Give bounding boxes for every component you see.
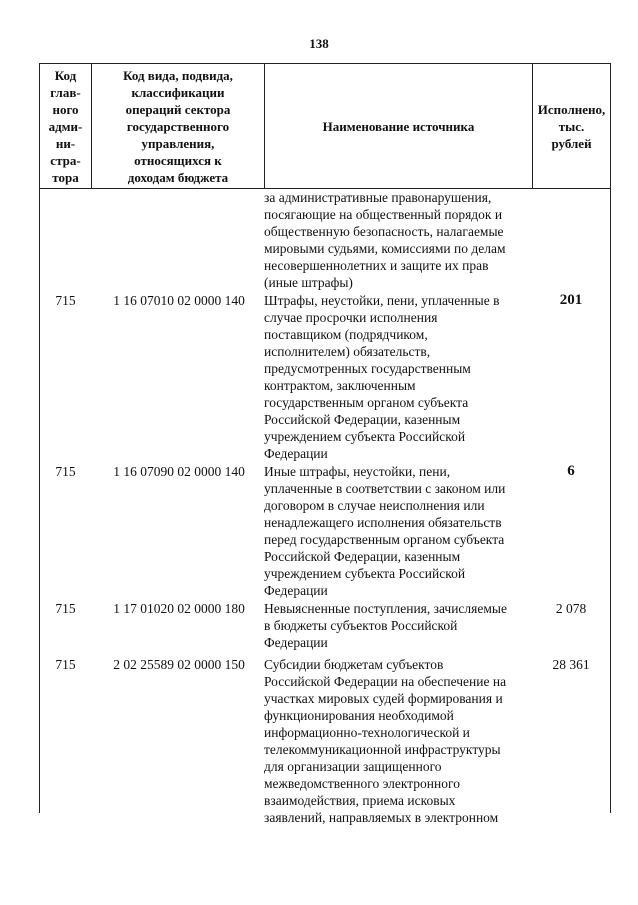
text-line: межведомственного электронного (264, 776, 460, 791)
text-line: за административные правонарушения, (264, 190, 492, 205)
text-line: несовершеннолетних и защите их прав (264, 258, 489, 273)
text-line: Российской Федерации, казенным (264, 412, 461, 427)
admin-code-cell: 715 (55, 293, 76, 308)
text-line: поставщиком (подрядчиком, (264, 327, 428, 342)
header-income-code: Код вида, подвида, классификации операций сектора государственного управления, относящихся к доходам бюджета (123, 67, 233, 185)
income-code-cell: 1 16 07010 02 0000 140 (113, 293, 245, 308)
text-line: взаимодействия, приема исковых (264, 793, 456, 808)
text-line: Иные штрафы, неустойки, пени, (264, 464, 451, 479)
text-line: заявлений, направляемых в электронном (264, 810, 499, 825)
text-line: учреждением субъекта Российской (264, 566, 466, 581)
text-line: посягающие на общественный порядок и (264, 207, 503, 222)
header-divider (264, 64, 265, 188)
text-line: контрактом, заключенным (264, 378, 416, 393)
text-line: учреждением субъекта Российской (264, 429, 466, 444)
text-line: общественную безопасность, налагаемые (264, 224, 504, 239)
text-line: Федерации (264, 583, 328, 598)
source-name-cell (264, 656, 532, 826)
text-line: мировыми судьями, комиссиями по делам (264, 241, 506, 256)
text-line: перед государственным органом субъекта (264, 532, 505, 547)
text-line: Невыясненные поступления, зачисляемые (264, 601, 507, 616)
income-code-cell: 2 02 25589 02 0000 150 (113, 657, 245, 672)
text-line: договором в случае неисполнения или (264, 498, 485, 513)
text-line: предусмотренных государственным (264, 361, 471, 376)
header-divider (532, 64, 533, 188)
text-line: Федерации (264, 635, 328, 650)
income-code-cell: 1 16 07090 02 0000 140 (113, 464, 245, 479)
admin-code-cell: 715 (55, 601, 76, 616)
text-line: Субсидии бюджетам субъектов (264, 657, 444, 672)
text-line: информационно-технологической и (264, 725, 470, 740)
text-line: для организации защищенного (264, 759, 442, 774)
header-source-name: Наименование источника (322, 118, 475, 134)
text-line: уплаченные в соответствии с законом или (264, 481, 506, 496)
executed-value-cell: 201 (559, 292, 583, 308)
text-line: (иные штрафы) (264, 275, 353, 290)
header-admin-code: Код глав- ного адми- ни- стра- тора (48, 67, 83, 185)
source-name-cell (264, 292, 532, 462)
source-name-cell (264, 600, 532, 651)
admin-code-cell: 715 (55, 464, 76, 479)
admin-code-cell: 715 (55, 657, 76, 672)
source-name-cell (264, 463, 532, 599)
budget-table (39, 63, 611, 825)
text-line: участках мировых судей формирования и (264, 691, 503, 706)
text-line: государственным органом субъекта (264, 395, 469, 410)
text-line: Российской Федерации, казенным (264, 549, 461, 564)
text-line: Федерации (264, 446, 328, 461)
text-line: случае просрочки исполнения (264, 310, 438, 325)
text-line: Штрафы, неустойки, пени, уплаченные в (264, 293, 500, 308)
header-executed: Исполнено, тыс. рублей (537, 101, 606, 151)
executed-value-cell: 28 361 (552, 657, 590, 672)
continuation-text (264, 189, 532, 291)
text-line: Российской Федерации на обеспечение на (264, 674, 507, 689)
text-line: в бюджеты субъектов Российской (264, 618, 458, 633)
page-number: 138 (309, 36, 329, 51)
text-line: функционирования необходимой (264, 708, 454, 723)
executed-value-cell: 2 078 (555, 601, 587, 616)
header-divider (91, 64, 92, 188)
executed-value-cell: 6 (567, 463, 575, 479)
text-line: ненадлежащего исполнения обязательств (264, 515, 502, 530)
text-line: исполнителем) обязательств, (264, 344, 431, 359)
income-code-cell: 1 17 01020 02 0000 180 (113, 601, 245, 616)
table-header (40, 63, 610, 189)
text-line: телекоммуникационной инфраструктуры (264, 742, 501, 757)
